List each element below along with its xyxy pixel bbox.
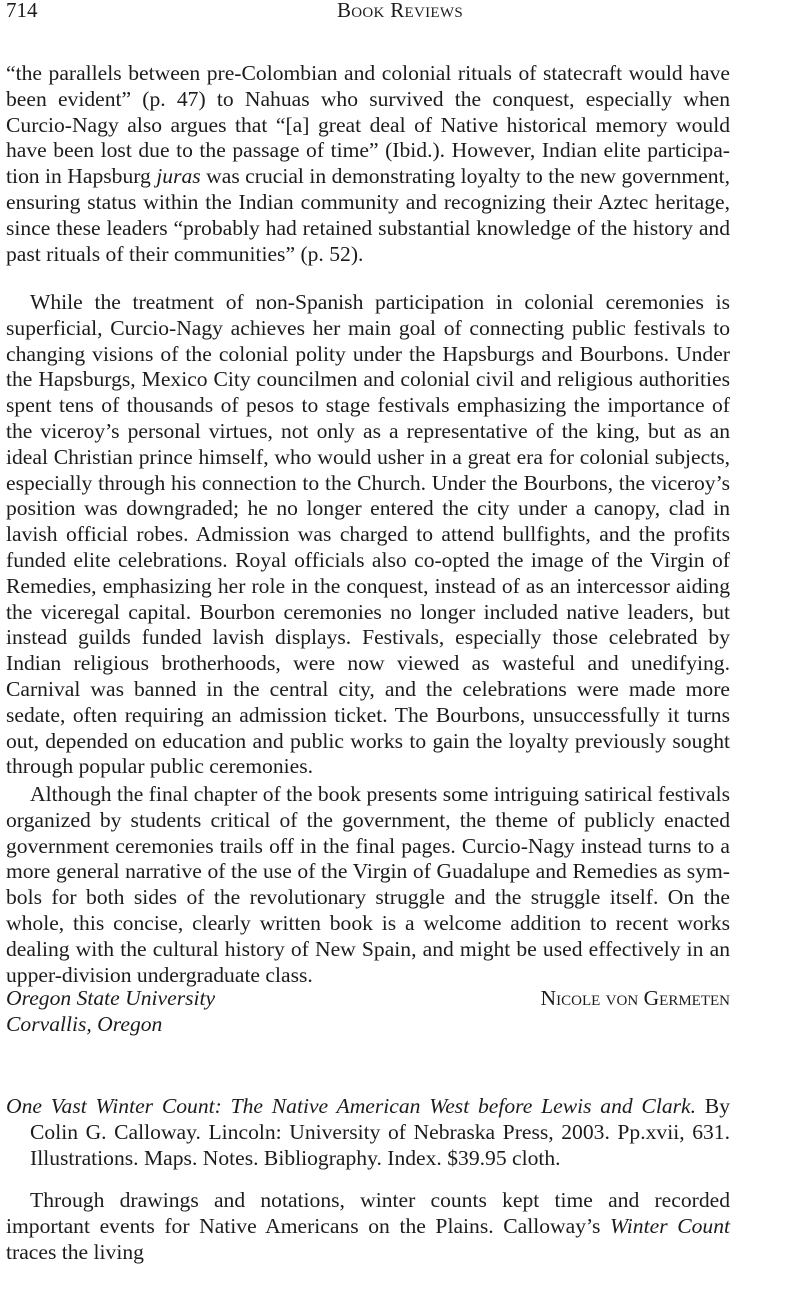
reviewer-affiliation — [6, 986, 215, 1038]
running-head: Book Reviews — [336, 0, 463, 22]
reviewer-name: Nicole von Germeten — [540, 986, 730, 1010]
book-title: One Vast Winter Count: The Native American West before Lewis and Clark. — [6, 1094, 697, 1118]
paragraph-text: Through drawings and notations, winter counts kept time and recorded important events for Native Americans on the Plains. Calloway’s — [6, 1188, 730, 1238]
paragraph-text: Although the final chapter of the book presents some intriguing satirical festivals organized by students critical of the government, the theme of publicly enacted government ceremonies trails off in the final pages. Curcio-Nagy instead turns to a more general narrative of the use of the Virgin of Guadalupe and Remedies as symbols for both sides of the revolutionary struggle and the struggle itself. On the whole, this concise, clearly written book is a welcome addition to recent works dealing with the cultural history of New Spain, and might be used effectively in an upper-division undergraduate class. — [6, 782, 730, 987]
book-citation — [6, 1094, 730, 1171]
paragraph-text: traces the living — [6, 1239, 144, 1264]
review-paragraph-2 — [6, 290, 730, 780]
affiliation-institution: Oregon State University — [6, 986, 216, 1010]
italic-title: Winter Count — [610, 1213, 730, 1238]
paragraph-text: While the treatment of non-Spanish participation in colonial ceremonies is superficial, Curcio-Nagy achieves her main goal of connecting public festivals to changing visions of the colonial polity under the Hapsburgs and Bourbons. Under the Hapsburgs, Mexico City councilmen and colonial civil and religious authorities spent tens of thousands of pesos to stage festivals emphasizing the importance of the viceroy’s personal virtues, not only as a representative of the king, but as an ideal Christian prince himself, who would usher in a great era for colonial subjects, especially through his connection to the Church. Under the Bourbons, the viceroy’s position was downgraded; he no longer entered the city under a canopy, clad in lavish official robes. Admission was charged to attend bullfights, and the profits funded elite celebrations. Royal officials also co-opted the image of the Virgin of Remedies, emphasizing her role in the conquest, instead of as an intercessor aiding the viceregal capital. Bourbon ceremonies no longer included native leaders, but instead guilds funded lavish displays. Festivals, especially those celebrated by Indian religious brotherhoods, were now viewed as wasteful and unedifying. Carnival was banned in the central city, and the celebrations were made more sedate, often requiring an admission ticket. The Bourbons, unsuccessfully it turns out, depended on education and public works to gain the loyalty previously sought through popular public ceremonies. — [6, 290, 730, 779]
review-paragraph-3 — [6, 782, 730, 988]
page-header — [0, 0, 800, 26]
paragraph-text: “the parallels between pre-Colombian and colonial rituals of statecraft would have been evident” (p. 47) to Nahuas who survived the conquest, especially when Curcio-Nagy also argues that “[a] great deal of Native historical memory would have been lost due to the passage of time” (Ibid.). However, Indian elite participation in Hapsburg — [6, 61, 730, 189]
review-paragraph-1 — [6, 61, 730, 267]
book-details: By Colin G. Calloway. Lincoln: University of Nebraska Press, 2003. Pp.xvii, 631. Illustrations. Maps. Notes. Bibliography. Index. $39.95 cloth. — [30, 1094, 730, 1170]
affiliation-location: Corvallis, Oregon — [6, 1011, 163, 1036]
page-number: 714 — [6, 0, 38, 22]
italic-term: juras — [156, 164, 201, 189]
review-paragraph-4 — [6, 1188, 730, 1265]
paragraph-text: was crucial in demonstrating loyalty to the new government, ensuring status within the Indian community and recognizing their Aztec heritage, since these leaders “probably had retained substantial knowledge of the history and past rituals of their communities” (p. 52). — [6, 164, 730, 266]
